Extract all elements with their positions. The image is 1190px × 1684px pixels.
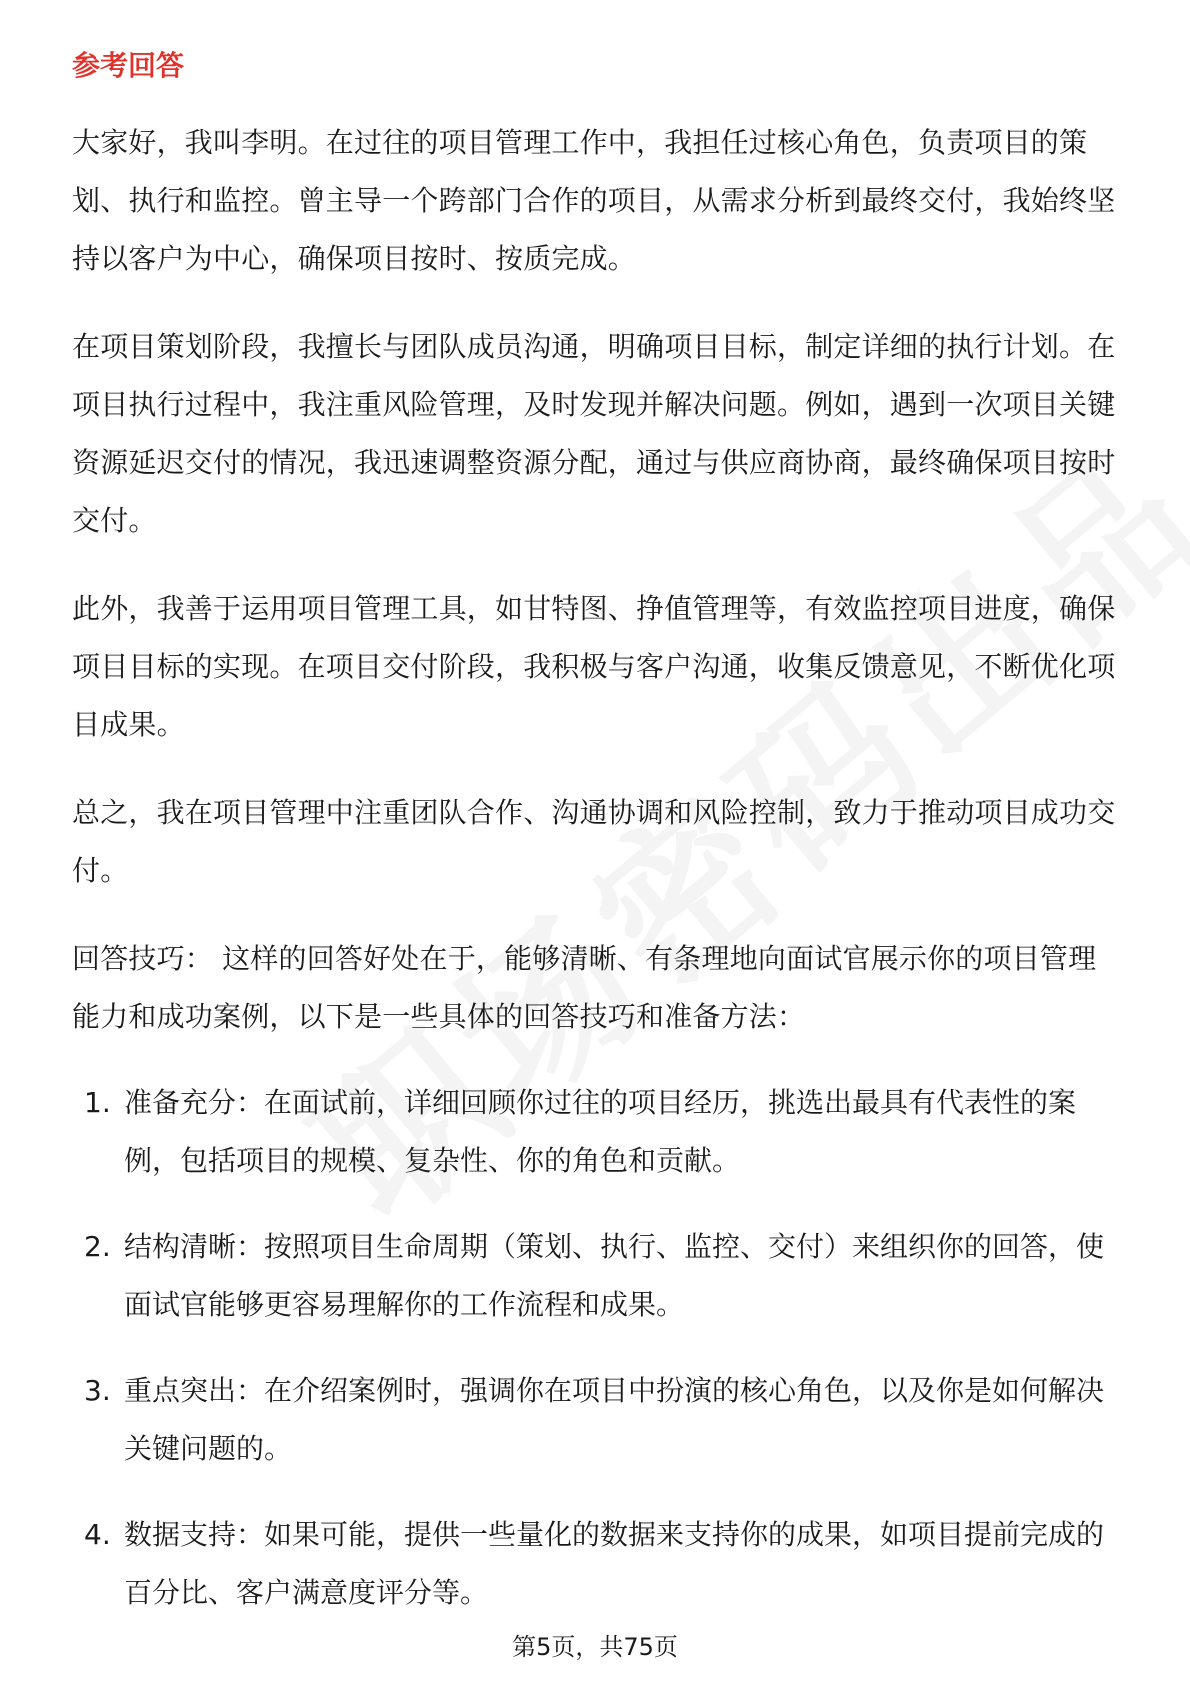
answer-paragraph-2: 在项目策划阶段，我擅长与团队成员沟通，明确项目目标，制定详细的执行计划。在项目执行过程中，我注重风险管理，及时发现并解决问题。例如，遇到一次项目关键资源延迟交付的情况，我迅速调整资源分配，通过与供应商协商，最终确保项目按时交付。 <box>72 330 1116 537</box>
list-item <box>72 1506 1122 1622</box>
list-item-number: 2. <box>84 1230 111 1263</box>
list-item-text: 准备充分：在面试前，详细回顾你过往的项目经历，挑选出最具有代表性的案例，包括项目的规模、复杂性、你的角色和贡献。 <box>124 1086 1077 1177</box>
tips-list <box>72 1074 1122 1622</box>
list-item-number: 4. <box>84 1518 111 1551</box>
page-number-footer: 第5页，共75页 <box>512 1633 678 1661</box>
section-heading: 参考回答 <box>72 49 185 82</box>
list-item-text: 重点突出：在介绍案例时，强调你在项目中扮演的核心角色，以及你是如何解决关键问题的。 <box>124 1374 1105 1465</box>
answer-paragraph-3: 此外，我善于运用项目管理工具，如甘特图、挣值管理等，有效监控项目进度，确保项目目标的实现。在项目交付阶段，我积极与客户沟通，收集反馈意见，不断优化项目成果。 <box>72 592 1116 741</box>
answer-paragraph-4: 总之，我在项目管理中注重团队合作、沟通协调和风险控制，致力于推动项目成功交付。 <box>72 796 1116 887</box>
list-item-number: 1. <box>84 1086 111 1119</box>
answer-paragraph-1: 大家好，我叫李明。在过往的项目管理工作中，我担任过核心角色，负责项目的策划、执行和监控。曾主导一个跨部门合作的项目，从需求分析到最终交付，我始终坚持以客户为中心，确保项目按时、按质完成。 <box>72 126 1116 275</box>
list-item <box>72 1218 1122 1334</box>
list-item-text: 数据支持：如果可能，提供一些量化的数据来支持你的成果，如项目提前完成的百分比、客户满意度评分等。 <box>124 1518 1105 1609</box>
list-item <box>72 1074 1122 1190</box>
tips-intro: 回答技巧： 这样的回答好处在于，能够清晰、有条理地向面试官展示你的项目管理能力和成功案例，以下是一些具体的回答技巧和准备方法： <box>72 942 1097 1033</box>
page-content <box>72 46 1122 1650</box>
list-item <box>72 1362 1122 1478</box>
list-item-text: 结构清晰：按照项目生命周期（策划、执行、监控、交付）来组织你的回答，使面试官能够更容易理解你的工作流程和成果。 <box>124 1230 1105 1321</box>
list-item-number: 3. <box>84 1374 111 1407</box>
